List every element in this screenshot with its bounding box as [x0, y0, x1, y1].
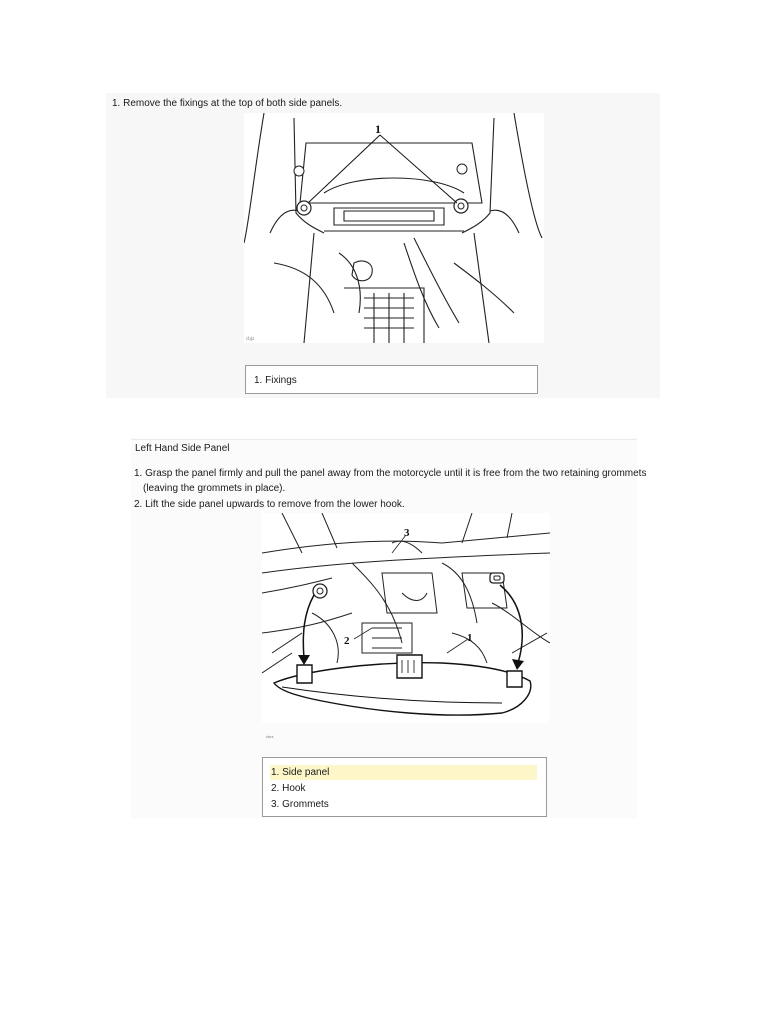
- side-panel-legend: [262, 757, 547, 817]
- step-grasp-panel: 1. Grasp the panel firmly and pull the panel away from the motorcycle until it is free from the two retaining grommets: [134, 468, 647, 479]
- figure-code-2: cbrz: [266, 734, 274, 739]
- step-lift-panel: 2. Lift the side panel upwards to remove from the lower hook.: [134, 499, 405, 510]
- figure-code: cbjz: [246, 337, 255, 342]
- callout-label-grommets: 3: [404, 527, 410, 539]
- legend-item-side-panel: 1. Side panel: [270, 765, 537, 780]
- grommet-right: [490, 573, 504, 583]
- side-panel-shape: [274, 655, 531, 715]
- removal-arrows: [303, 585, 522, 663]
- side-panel-diagram: [262, 513, 550, 723]
- callout-leaders: [308, 135, 457, 203]
- side-panel-removal-illustration: [262, 513, 550, 723]
- callout-number-1: 1: [375, 122, 381, 136]
- callout-leaders-2: [354, 535, 468, 653]
- grommet-left: [313, 584, 327, 598]
- legend-item-grommets: 3. Grommets: [271, 799, 329, 810]
- step-remove-fixings: 1. Remove the fixings at the top of both side panels.: [112, 98, 343, 109]
- rear-seat-fixings-illustration: [244, 113, 544, 343]
- callout-label-hook: 2: [344, 635, 350, 647]
- fixings-legend: [245, 365, 538, 394]
- section-divider: [131, 439, 637, 440]
- legend-item-hook: 2. Hook: [271, 783, 306, 794]
- step-grasp-panel-continued: (leaving the grommets in place).: [143, 483, 286, 494]
- fixings-diagram: [244, 113, 544, 343]
- left-hand-side-panel-heading: Left Hand Side Panel: [135, 443, 230, 454]
- legend-item-fixings: 1. Fixings: [254, 375, 297, 386]
- fixing-bolt-left: [294, 166, 311, 215]
- callout-label-side-panel: 1: [467, 632, 473, 644]
